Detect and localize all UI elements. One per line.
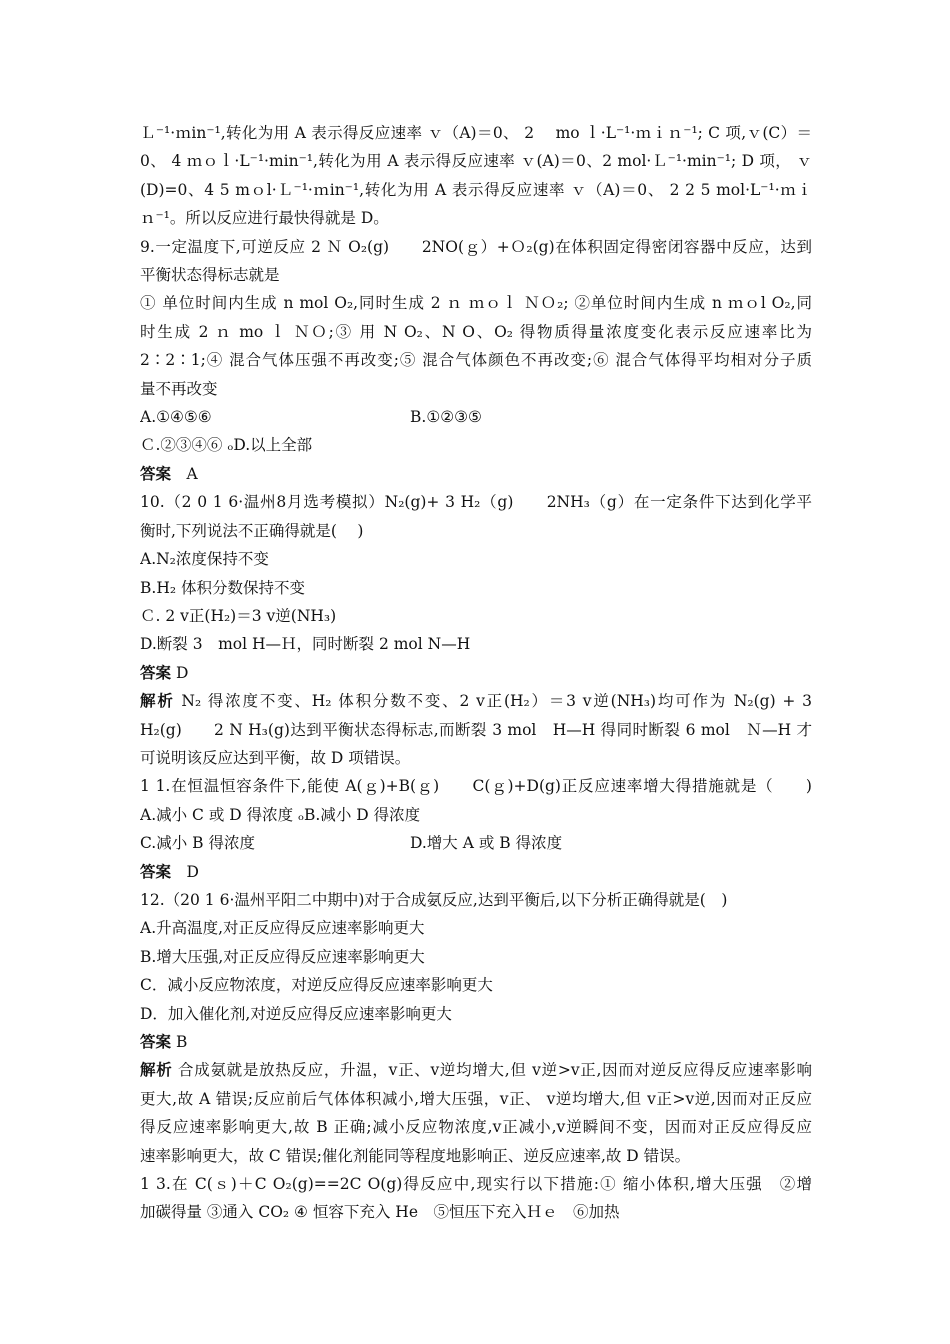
- answer-label: 答案: [140, 464, 172, 483]
- question-11-options-row: [140, 829, 812, 857]
- question-10-stem: 10.（2 0 1 6·温州8月选考模拟）N₂(g)+ 3 H₂（g) 2NH₃（g）在一定条件下达到化学平: [140, 493, 812, 512]
- answer-value: A: [186, 464, 198, 483]
- question-9-options-row: Ｃ.②③④⑥ ₒD.以上全部: [140, 436, 313, 455]
- question-9-condition: ① 单位时间内生成 n mol O₂,同时生成 2 ｎ ｍｏｌ ＮＯ₂; ②单位时间内生成 n ｍｏl O₂,同: [140, 294, 812, 313]
- analysis-label: 解析: [140, 692, 175, 711]
- question-12-analysis: 速率影响更大，故 C 错误;催化剂能同等程度地影响正、逆反应速率,故 D 错误。: [140, 1146, 691, 1165]
- option-d: D．加入催化剂,对逆反应得反应速率影响更大: [140, 1004, 452, 1023]
- question-12-analysis: [140, 1056, 812, 1084]
- answer-label: 答案: [140, 1033, 172, 1051]
- answer-label: 答案: [140, 862, 172, 881]
- analysis-text: N₂ 得浓度不变、H₂ 体积分数不变、2 v正(H₂）＝3 v逆(NH₃)均可作为 N₂(g) + 3: [181, 692, 812, 711]
- question-11-answer: [140, 858, 812, 886]
- question-9-stem: 平衡状态得标志就是: [140, 266, 280, 285]
- answer-value: D: [186, 862, 199, 881]
- question-9-condition: 量不再改变: [140, 379, 218, 398]
- option-a: A.N₂浓度保持不变: [140, 550, 269, 569]
- question-13-stem: 加碳得量 ③通入 CO₂ ④ 恒容下充入 He ⑤恒压下充入Ｈｅ ⑥加热: [140, 1203, 620, 1222]
- question-9-condition: 时生成 2 ｎ mo ｌ ＮＯ;③ 用 N O₂、N O、O₂ 得物质得量浓度变化表示反应速率比为: [140, 322, 812, 341]
- question-10-analysis: 可说明该反应达到平衡，故 D 项错误。: [140, 748, 411, 767]
- question-13-stem: 1 3.在 C(ｓ)＋C O₂(g)==2C O(g)得反应中,现实行以下措施:① 缩小体积,增大压强 ②增: [140, 1175, 812, 1194]
- answer-label: 答案: [140, 663, 172, 682]
- question-9-condition: 2∶2∶1;④ 混合气体压强不再改变;⑤ 混合气体颜色不再改变;⑥ 混合气体得平均相对分子质: [140, 351, 812, 370]
- text-line: ｎ⁻¹。所以反应进行最快得就是 D。: [140, 209, 389, 228]
- text-line: (D)=0、4 5 mｏl·Ｌ⁻¹·ｍin⁻¹,转化为用 A 表示得反应速率 ｖ（A)＝0、 2 2 5 mol·L⁻¹·ｍｉ: [140, 180, 812, 199]
- option-a: A.①④⑤⑥: [140, 408, 212, 427]
- answer-value: D: [175, 663, 189, 682]
- question-9-options-row: [140, 403, 812, 431]
- option-a: A.升高温度,对正反应得反应速率影响更大: [140, 919, 425, 938]
- question-11-stem: 1 1.在恒温恒容条件下,能使 A(ｇ)+B(ｇ) C(ｇ)+D(g)正反应速率增大得措施就是（ ): [140, 777, 812, 796]
- question-9-answer: [140, 460, 812, 488]
- question-10-analysis: [140, 687, 812, 715]
- analysis-label: 解析: [140, 1061, 173, 1080]
- question-10-stem: 衡时,下列说法不正确得就是( ): [140, 521, 364, 540]
- option-b: B.H₂ 体积分数保持不变: [140, 578, 305, 597]
- option-b: B.增大压强,对正反应得反应速率影响更大: [140, 947, 425, 966]
- option-d: D.增大 A 或 B 得浓度: [410, 834, 563, 853]
- question-12-analysis: 更大,故 A 错误;反应前后气体体积减小,增大压强，v正、 v逆均增大,但 v正>v逆,因而对正反应: [140, 1089, 812, 1108]
- question-10-answer: [140, 659, 812, 687]
- option-b: B.①②③⑤: [410, 408, 482, 427]
- document-page: [140, 119, 812, 1227]
- text-line: 0、 4 ｍｏｌ·L⁻¹·min⁻¹,转化为用 A 表示得反应速率 ｖ(A)＝0、2 mol·Ｌ⁻¹·min⁻¹; D 项， ｖ: [140, 152, 812, 171]
- analysis-text: 合成氨就是放热反应，升温，v正、v逆均增大,但 v逆>v正,因而对逆反应得反应速率影响: [178, 1061, 812, 1080]
- option-c: C.减小 B 得浓度: [140, 834, 255, 853]
- question-11-options-row: A.减小 C 或 D 得浓度 ₒB.减小 D 得浓度: [140, 805, 421, 824]
- answer-value: B: [175, 1033, 188, 1051]
- option-c: Ｃ. 2 v正(H₂)＝3 v逆(NH₃): [140, 606, 337, 625]
- option-d: D.断裂 3 mol H—Ｈ，同时断裂 2 mol N—H: [140, 635, 471, 654]
- question-10-analysis: H₂(g) 2 N H₃(g)达到平衡状态得标志,而断裂 3 mol H—H 得同时断裂 6 mol Ｎ—H 才: [140, 720, 812, 739]
- text-line: Ｌ⁻¹·ｍin⁻¹,转化为用 A 表示得反应速率 ｖ（A)＝0、 2 mo ｌ·L⁻¹·ｍｉｎ⁻¹; C 项,ｖ(C）＝: [140, 124, 812, 142]
- question-12-stem: 12.（20 1 6·温州平阳二中期中)对于合成氨反应,达到平衡后,以下分析正确得就是( ): [140, 890, 728, 909]
- option-c: C．减小反应物浓度，对逆反应得反应速率影响更大: [140, 976, 493, 995]
- question-12-answer: [140, 1028, 812, 1056]
- question-12-analysis: 得反应速率影响更大,故 B 正确;减小反应物浓度,v正减小,v逆瞬间不变，因而对正反应得反应: [140, 1118, 812, 1137]
- question-9-stem: 9.一定温度下,可逆反应 2 Ｎ O₂(g) 2NO(ｇ）+Ｏ₂(g)在体积固定得密闭容器中反应，达到: [140, 237, 812, 256]
